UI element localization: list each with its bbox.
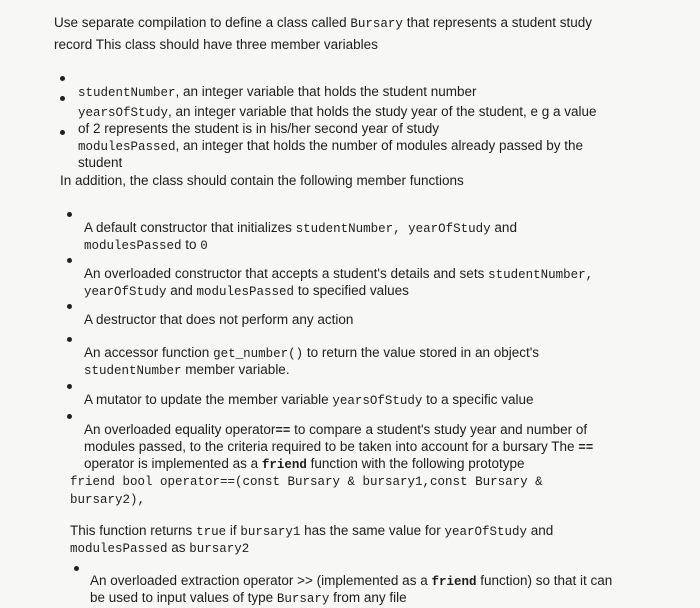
bullet-icon xyxy=(60,96,65,101)
func-mutator: A mutator to update the member variable yearsOfStudy to a specific value xyxy=(84,391,534,408)
func-extraction-operator-cont: be used to input values of type Bursary from any file xyxy=(90,589,407,606)
func-accessor: An accessor function get_number() to return the value stored in an object's xyxy=(84,344,540,361)
code-bursary: Bursary xyxy=(350,17,403,31)
returns-line-1: This function returns true if bursary1 has the same value for yearOfStudy and xyxy=(70,522,554,539)
intro-line-2: record This class should have three member variables xyxy=(54,37,378,52)
bullet-icon xyxy=(67,414,72,419)
functions-intro: In addition, the class should contain the following member functions xyxy=(60,173,464,188)
bullet-icon xyxy=(67,384,72,389)
var-item-modules-passed: modulesPassed, an integer that holds the number of modules already passed by the xyxy=(78,137,584,154)
func-overloaded-constructor: An overloaded constructor that accepts a student's details and sets studentNumber, xyxy=(84,265,594,282)
var-item-years-of-study: yearsOfStudy, an integer variable that holds the study year of the student, e g a value xyxy=(78,103,597,120)
var-item-student-number: studentNumber, an integer variable that holds the student number xyxy=(78,83,477,100)
var-item-years-of-study-cont: of 2 represents the student is in his/her second year of study xyxy=(78,120,439,136)
bullet-icon xyxy=(67,304,72,309)
func-destructor: A destructor that does not perform any action xyxy=(84,311,354,327)
prototype-line-2: bursary2), xyxy=(70,492,146,507)
var-item-modules-passed-cont: student xyxy=(78,154,123,170)
bullet-icon xyxy=(60,130,65,135)
func-accessor-cont: studentNumber member variable. xyxy=(84,361,290,378)
returns-line-2: modulesPassed as bursary2 xyxy=(70,539,250,556)
func-equality-operator: An overloaded equality operator== to compare a student's study year and number of xyxy=(84,421,588,438)
func-extraction-operator: An overloaded extraction operator >> (implemented as a friend function) so that it can xyxy=(90,572,613,589)
intro-line-1: Use separate compilation to define a class called Bursary that represents a student study xyxy=(54,15,593,31)
func-equality-operator-cont: modules passed, to the criteria required to be taken into account for a bursary The == xyxy=(84,438,594,455)
bullet-icon xyxy=(60,76,65,81)
bullet-icon xyxy=(67,258,72,263)
bullet-icon xyxy=(74,566,79,571)
func-equality-operator-cont2: operator is implemented as a friend function with the following prototype xyxy=(84,455,525,472)
func-default-constructor-cont: modulesPassed to 0 xyxy=(84,236,208,253)
func-overloaded-constructor-cont: yearOfStudy and modulesPassed to specified values xyxy=(84,282,409,299)
func-default-constructor: A default constructor that initializes studentNumber, yearOfStudy and xyxy=(84,219,517,236)
bullet-icon xyxy=(67,212,72,217)
prototype-line-1: friend bool operator==(const Bursary & bursary1,const Bursary & xyxy=(70,474,543,489)
bullet-icon xyxy=(67,337,72,342)
